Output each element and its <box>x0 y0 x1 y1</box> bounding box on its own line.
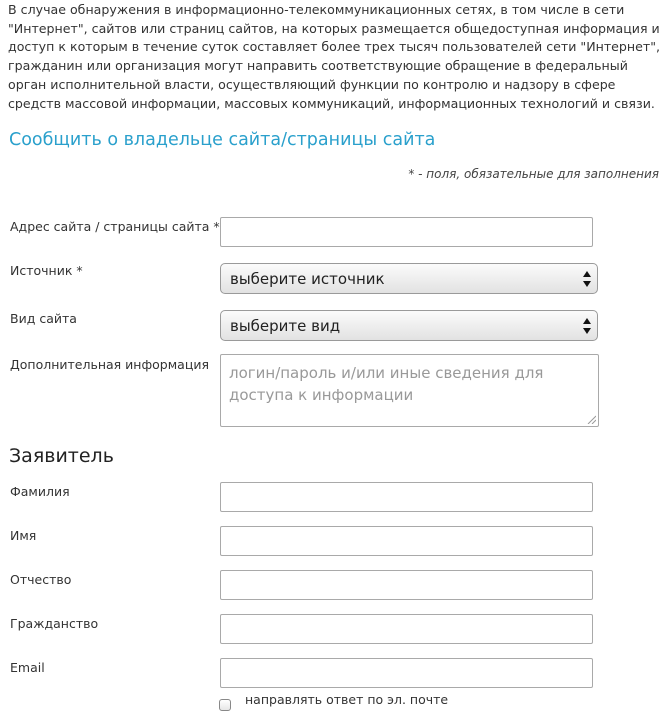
source-select[interactable] <box>220 263 598 294</box>
site-address-label: Адрес сайта / страницы сайта * <box>10 219 220 234</box>
additional-info-placeholder: логин/пароль и/или иные сведения для доступа к информации <box>229 364 544 404</box>
source-select-value: выберите источник <box>230 269 385 288</box>
select-arrows-icon <box>583 269 591 289</box>
citizenship-label: Гражданство <box>10 616 99 631</box>
last-name-input[interactable] <box>220 482 593 512</box>
first-name-label: Имя <box>10 528 37 543</box>
intro-paragraph: В случае обнаружения в информационно-телекоммуникационных сетях, в том числе в сети "Интернет", сайтов или страниц сайтов, на которых размещается общедоступная информация и доступ к которым в течение суток составляет более трех тысяч пользователей сети "Интернет", гражданин или организация могут направить соответствующие обращение в федеральный орган исполнительной власти, осуществляющий функции по контролю и надзору в сфере средств массовой информации, массовых коммуникаций, информационных технологий и связи. <box>8 2 661 111</box>
patronymic-input[interactable] <box>220 570 593 600</box>
email-input[interactable] <box>220 658 593 688</box>
source-label: Источник * <box>10 263 83 278</box>
first-name-input[interactable] <box>220 526 593 556</box>
applicant-heading: Заявитель <box>9 445 114 467</box>
select-arrows-icon <box>583 316 591 336</box>
email-label: Email <box>10 660 45 675</box>
site-address-input[interactable] <box>220 217 593 247</box>
site-type-select[interactable] <box>220 310 598 341</box>
email-reply-checkbox-label[interactable]: направлять ответ по эл. почте <box>245 692 449 707</box>
patronymic-label: Отчество <box>10 572 72 587</box>
email-reply-checkbox[interactable] <box>219 699 231 711</box>
required-fields-note: * - поля, обязательные для заполнения <box>408 167 659 181</box>
citizenship-input[interactable] <box>220 614 593 644</box>
resize-grip-icon[interactable] <box>587 415 596 424</box>
site-type-select-value: выберите вид <box>230 316 341 335</box>
additional-info-textarea[interactable] <box>220 354 599 427</box>
site-type-label: Вид сайта <box>10 311 77 326</box>
additional-info-label: Дополнительная информация <box>10 357 209 372</box>
last-name-label: Фамилия <box>10 484 70 499</box>
section-title: Сообщить о владельце сайта/страницы сайта <box>9 130 436 150</box>
